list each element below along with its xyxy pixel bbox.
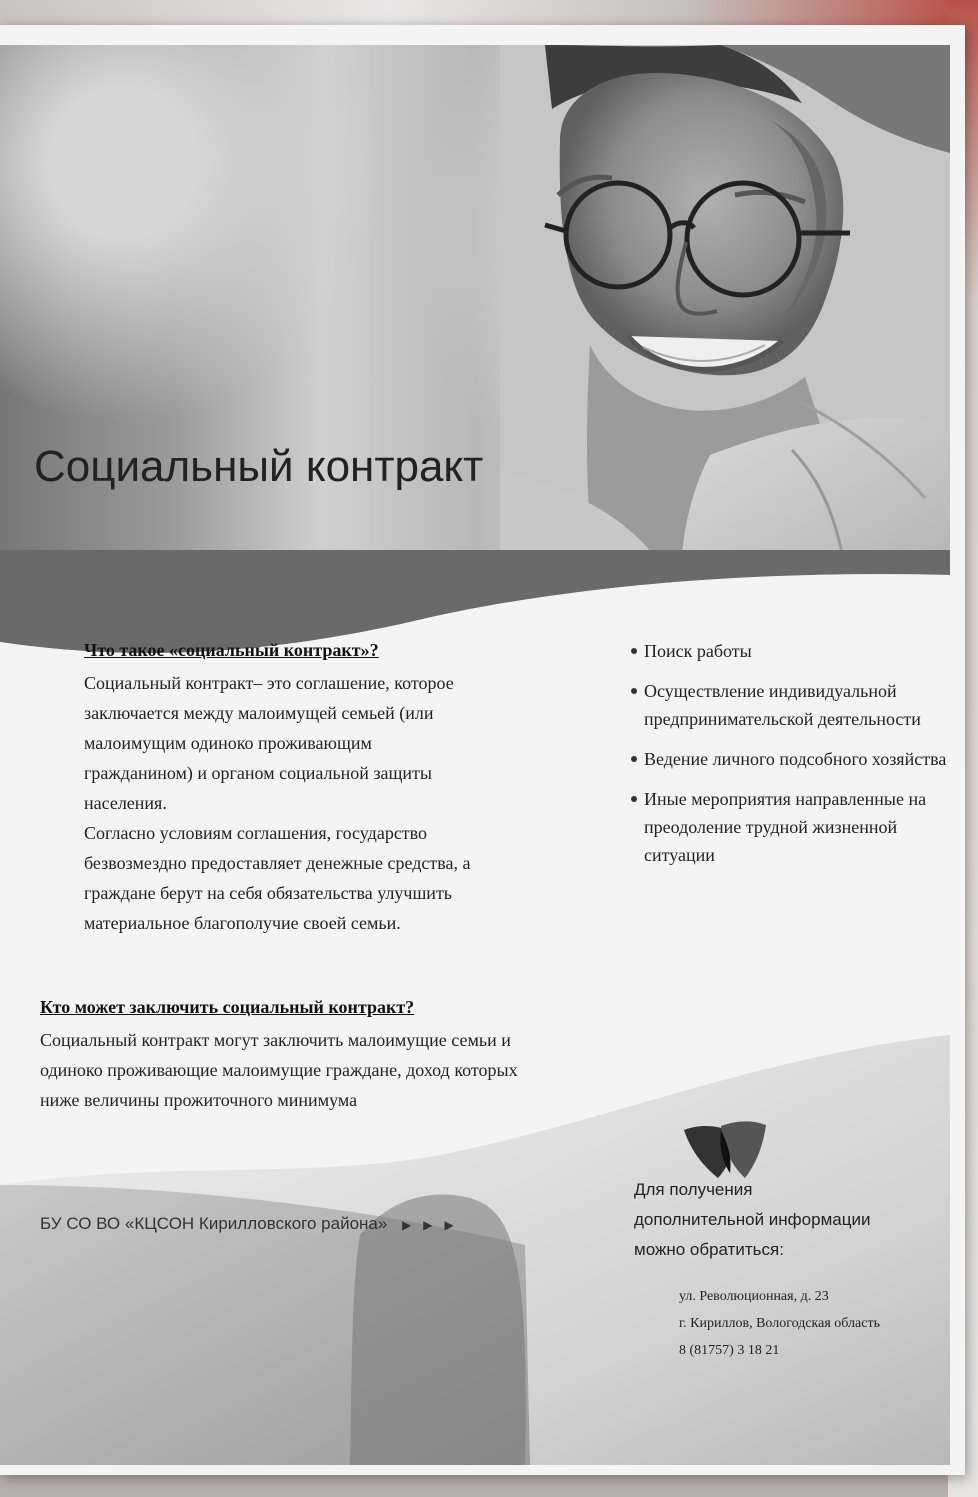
overlapping-leaves-logo-icon <box>683 1118 773 1178</box>
activity-item-household-farming <box>630 745 955 773</box>
what-is-paragraph: Социальный контракт– это соглашение, которое заключается между малоимущей семьей (или малоимущим одиноко проживающим гражданином) и органом социальной защиты населения. Согласно условиям соглашения, государство безвозмездно предоставляет денежные средства, а граждане берут на себя обязательства улучшить материальное благополучие своей семьи. <box>84 672 471 933</box>
who-can-paragraph: Социальный контракт могут заключить малоимущие семьи и одиноко проживающие малоимущие граждане, доход которых ниже величины прожиточного минимума <box>40 1029 518 1110</box>
arrow-icons: ▶▶▶ <box>402 1218 466 1232</box>
address-line-street: ул. Революционная, д. 23 <box>679 1289 829 1304</box>
hero-banner <box>0 45 950 580</box>
activity-list <box>630 637 955 881</box>
activity-item-job-search <box>630 637 955 665</box>
activity-label: Осуществление индивидуальной предпринимательской деятельности <box>644 681 921 729</box>
organization-name: БУ СО ВО «КЦСОН Кирилловского района» <box>40 1214 388 1233</box>
activity-item-other-measures <box>630 785 955 869</box>
what-is-heading: Что такое «социальный контракт»? <box>84 640 379 660</box>
organization-line <box>40 1213 466 1236</box>
bullet-icon <box>631 648 637 654</box>
activity-label: Иные мероприятия направленные на преодоление трудной жизненной ситуации <box>644 789 927 865</box>
bullet-icon <box>631 756 637 762</box>
activity-label: Ведение личного подсобного хозяйства <box>644 749 947 769</box>
contact-details <box>679 1283 880 1364</box>
bullet-icon <box>631 688 637 694</box>
activity-label: Поиск работы <box>644 641 752 661</box>
phone-number: 8 (81757) 3 18 21 <box>679 1343 780 1358</box>
address-line-city: г. Кириллов, Вологодская область <box>679 1316 880 1331</box>
hero-title: Социальный контракт <box>34 442 484 491</box>
activity-item-entrepreneurship <box>630 677 955 733</box>
who-can-heading: Кто может заключить социальный контракт? <box>40 997 415 1017</box>
bullet-icon <box>631 796 637 802</box>
what-is-section <box>84 640 554 938</box>
brochure-page <box>0 25 965 1475</box>
portrait-image <box>500 45 950 580</box>
contact-heading: Для получения дополнительной информации можно обратиться: <box>634 1180 871 1259</box>
